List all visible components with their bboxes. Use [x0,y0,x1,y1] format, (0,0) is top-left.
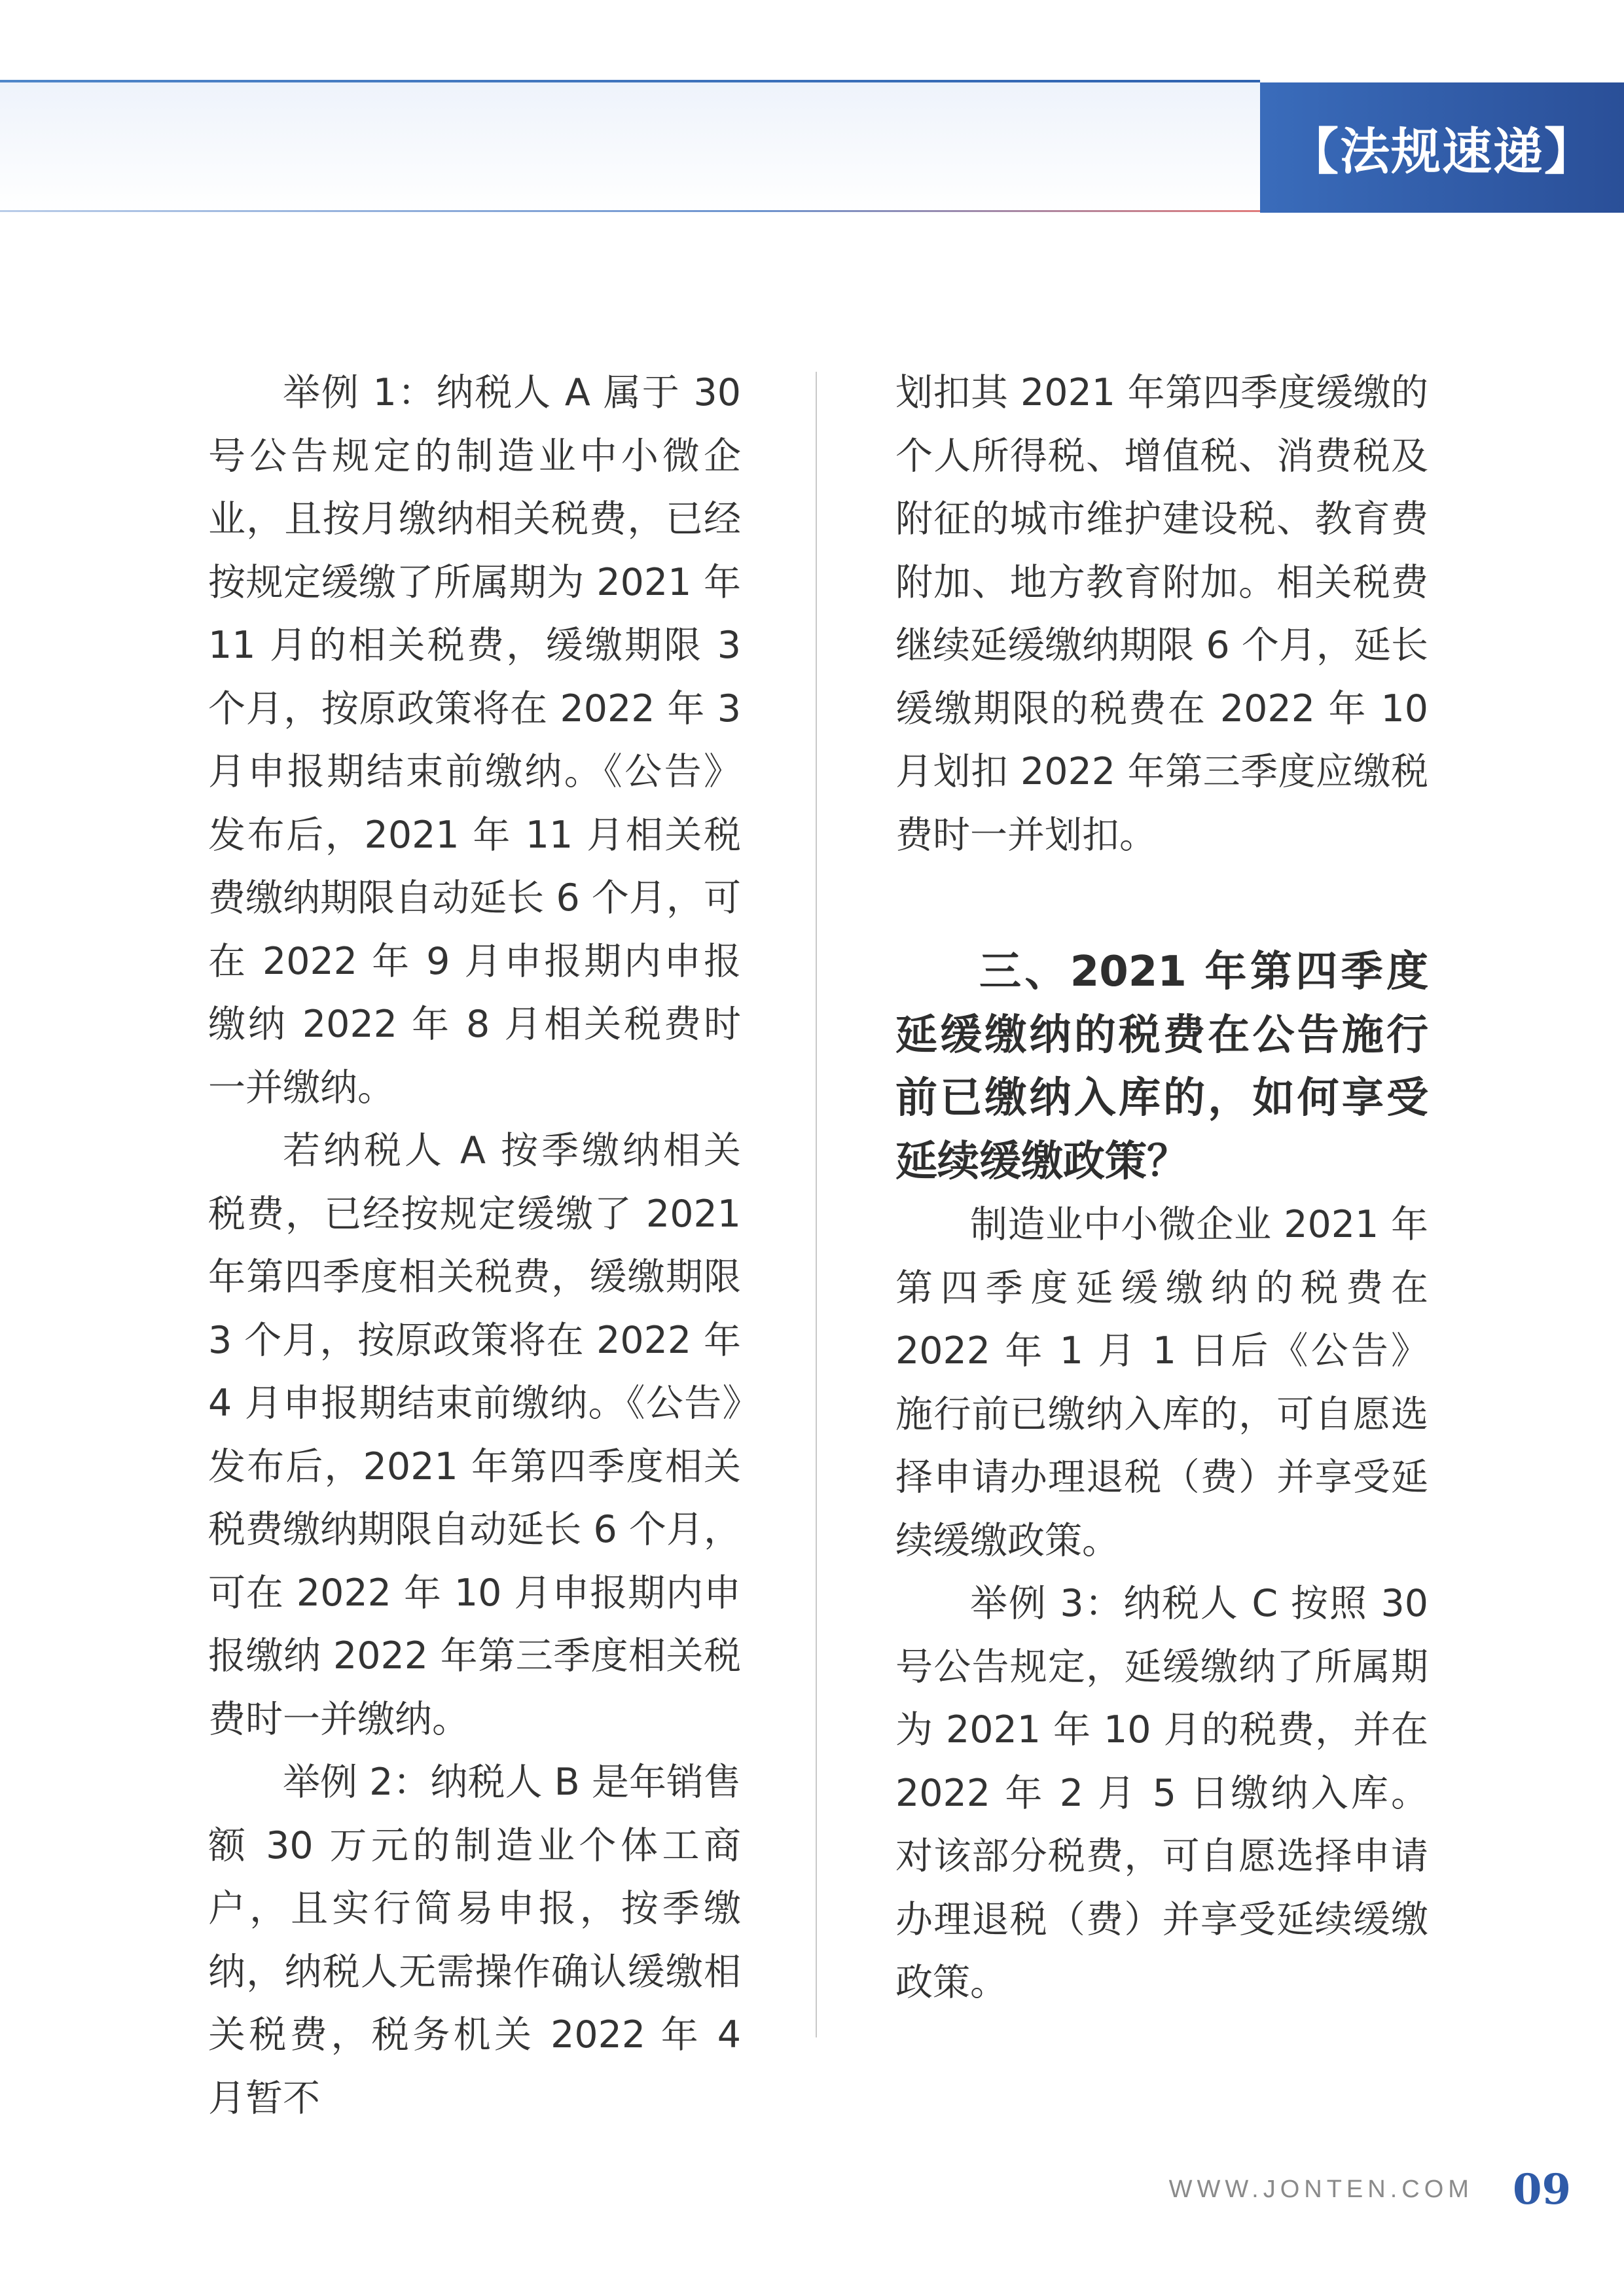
paragraph-example-1: 举例 1：纳税人 A 属于 30 号公告规定的制造业中小微企业，且按月缴纳相关税费，已经按规定缓缴了所属期为 2021 年 11 月的相关税费，缓缴期限 3 个月，按原政策将在 2022 年 3 月申报期结束前缴纳。《公告》发布后，2021 年 11 月相关税费缴纳期限自动延长 6 个月，可在 2022 年 9 月申报期内申报缴纳 2022 年 8 月相关税费时一并缴纳。 [208,371,741,1109]
header-bottom-rule [0,210,1260,212]
header-band [0,82,1260,213]
paragraph-refund-policy: 制造业中小微企业 2021 年第四季度延缓缴纳的税费在 2022 年 1 月 1 日后《公告》施行前已缴纳入库的，可自愿选择申请办理退税（费）并享受延续缓缴政策。 [895,1203,1428,1562]
section-label-box [1260,82,1624,213]
paragraph-example-2-continued: 划扣其 2021 年第四季度缓缴的个人所得税、增值税、消费税及附征的城市维护建设税、教育费附加、地方教育附加。相关税费继续延缓缴纳期限 6 个月，延长缓缴期限的税费在 2022 年 10 月划扣 2022 年第三季度应缴税费时一并划扣。 [895,371,1428,857]
column-divider [816,372,817,2037]
section-title: 【法规速递】 [1289,122,1595,181]
page-footer [1168,2160,1571,2219]
footer-website: WWW.JONTEN.COM [1168,2175,1473,2203]
section-spacer [895,867,1428,941]
paragraph-quarterly-case: 若纳税人 A 按季缴纳相关税费，已经按规定缓缴了 2021 年第四季度相关税费，缓缴期限 3 个月，按原政策将在 2022 年 4 月申报期结束前缴纳。《公告》发布后，2021 年第四季度相关税费缴纳期限自动延长 6 个月，可在 2022 年 10 月申报期内申报缴纳 2022 年第三季度相关税费时一并缴纳。 [208,1129,741,1741]
right-column [895,361,1428,2015]
paragraph-example-3: 举例 3：纳税人 C 按照 30 号公告规定，延缓缴纳了所属期为 2021 年 10 月的税费，并在 2022 年 2 月 5 日缴纳入库。对该部分税费，可自愿选择申请办理退税（费）并享受延续缓缴政策。 [895,1582,1428,2004]
paragraph-example-2: 举例 2：纳税人 B 是年销售额 30 万元的制造业个体工商户，且实行简易申报，按季缴纳，纳税人无需操作确认缓缴相关税费，税务机关 2022 年 4 月暂不 [208,1761,741,2120]
left-column [208,361,741,2130]
section-heading: 三、2021 年第四季度延缓缴纳的税费在公告施行前已缴纳入库的，如何享受延续缓缴政策？ [895,948,1428,1186]
page-number: 09 [1512,2164,1571,2214]
